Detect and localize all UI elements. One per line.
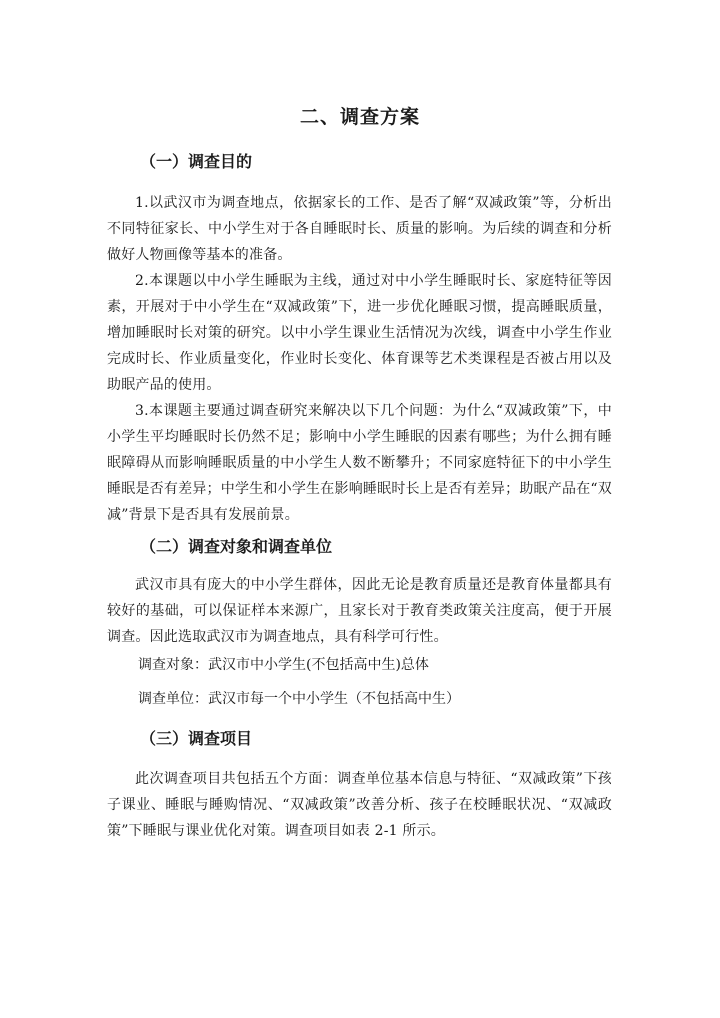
paragraph-purpose-3: 3.本课题主要通过调查研究来解决以下几个问题：为什么“双减政策”下，中小学生平均睡眠时长仍然不足；影响中小学生睡眠的因素有哪些；为什么拥有睡眠障碍从而影响睡眠质量的中小学生人数不断攀升；不同家庭特征下的中小学生睡眠是否有差异；中学生和小学生在影响睡眠时长上是否有差异；助眠产品在“双减”背景下是否具有发展前景。 bbox=[107, 403, 612, 523]
section-heading-subjects: （二）调查对象和调查单位 bbox=[140, 537, 333, 556]
section-heading-purpose: （一）调查目的 bbox=[140, 152, 253, 171]
paragraph-items-1: 此次调查项目共包括五个方面：调查单位基本信息与特征、“双减政策”下孩子课业、睡眠与睡购情况、“双减政策”改善分析、孩子在校睡眠状况、“双减政策”下睡眠与课业优化对策。调查项目如表 2-1 所示。 bbox=[107, 771, 612, 839]
survey-object-line: 调查对象：武汉市中小学生(不包括高中生)总体 bbox=[138, 657, 429, 673]
paragraph-purpose-1: 1.以武汉市为调查地点，依据家长的工作、是否了解“双减政策”等，分析出不同特征家长、中小学生对于各自睡眠时长、质量的影响。为后续的调查和分析做好人物画像等基本的准备。 bbox=[107, 195, 612, 263]
page-title: 二、调查方案 bbox=[299, 106, 420, 128]
paragraph-purpose-2: 2.本课题以中小学生睡眠为主线，通过对中小学生睡眠时长、家庭特征等因素，开展对于中小学生在“双减政策”下，进一步优化睡眠习惯，提高睡眠质量，增加睡眠时长对策的研究。以中小学生课业生活情况为次线，调查中小学生作业完成时长、作业质量变化，作业时长变化、体育课等艺术类课程是否被占用以及助眠产品的使用。 bbox=[107, 273, 612, 393]
survey-unit-line: 调查单位：武汉市每一个中小学生（不包括高中生） bbox=[138, 691, 460, 707]
section-heading-items: （三）调查项目 bbox=[140, 729, 253, 748]
paragraph-subjects-1: 武汉市具有庞大的中小学生群体，因此无论是教育质量还是教育体量都具有较好的基础，可以保证样本来源广，且家长对于教育类政策关注度高，便于开展调查。因此选取武汉市为调查地点，具有科学可行性。 bbox=[107, 577, 612, 645]
